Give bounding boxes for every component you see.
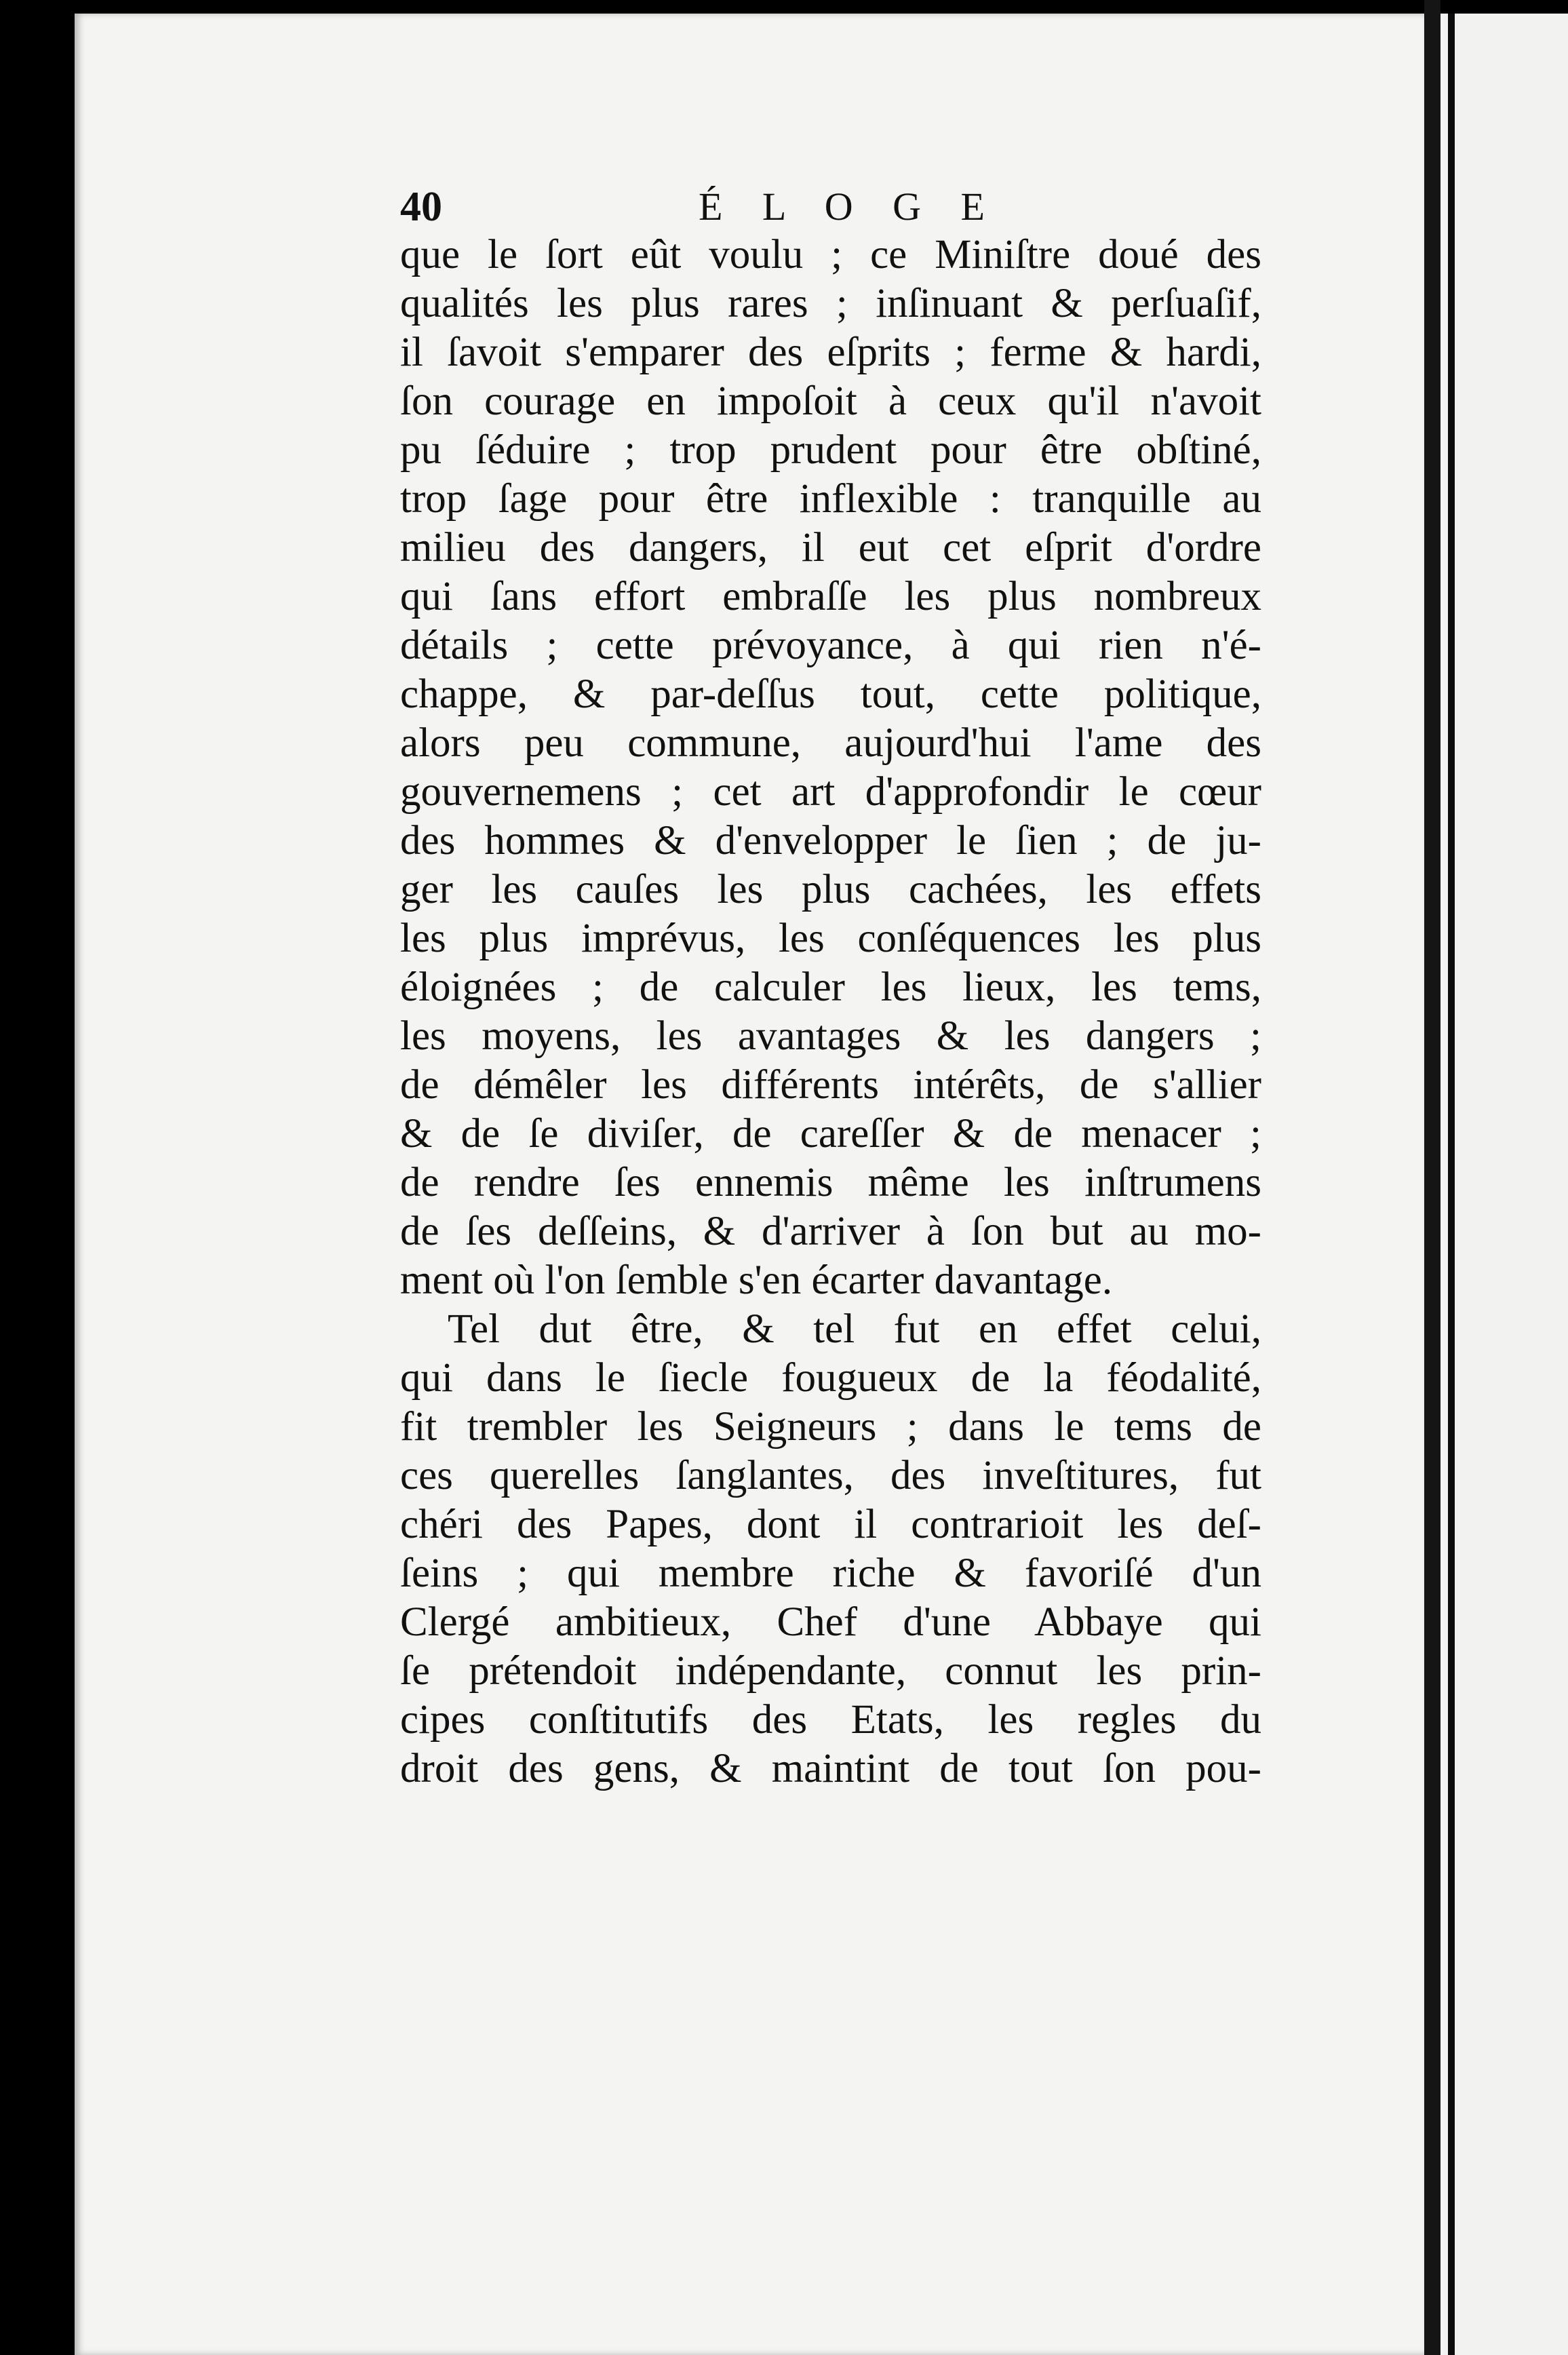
text-line: qualités les plus rares ; inſinuant & perſuaſif, [400,281,1261,326]
facing-page-edge [1440,14,1568,2355]
running-head [400,176,1261,237]
text-line: pu ſéduire ; trop prudent pour être obſtiné, [400,427,1261,473]
text-line: cipes conſtitutifs des Etats, les regles du [400,1697,1261,1743]
text-line: fit trembler les Seigneurs ; dans le tems de [400,1404,1261,1449]
text-line: les plus imprévus, les conſéquences les plus [400,916,1261,961]
text-line: ces querelles ſanglantes, des inveſtitures, fut [400,1453,1261,1498]
paragraph-end-line: ment où l'on ſemble s'en écarter davantage. [400,1258,1113,1303]
text-line: les moyens, les avantages & les dangers ; [400,1013,1261,1059]
body-text [400,231,1261,1793]
page-number: 40 [400,184,442,230]
text-line: que le ſort eût voulu ; ce Miniſtre doué des [400,232,1261,277]
text-line: chappe, & par-deſſus tout, cette politique, [400,672,1261,717]
text-line: droit des gens, & maintint de tout ſon pou- [400,1746,1261,1791]
text-line: de démêler les différents intérêts, de s'allier [400,1062,1261,1108]
text-line: milieu des dangers, il eut cet eſprit d'ordre [400,525,1261,570]
text-line: il ſavoit s'emparer des eſprits ; ferme & hardi, [400,330,1261,375]
text-line: de ſes deſſeins, & d'arriver à ſon but au mo- [400,1209,1261,1254]
text-line: des hommes & d'envelopper le ſien ; de ju- [400,818,1261,863]
text-line: Clergé ambitieux, Chef d'une Abbaye qui [400,1599,1261,1645]
text-line: qui dans le ſiecle fougueux de la féodalité, [400,1355,1261,1401]
text-line: ger les cauſes les plus cachées, les effets [400,867,1261,912]
facing-page-border [1448,14,1455,2355]
text-line: trop ſage pour être inflexible : tranquille au [400,476,1261,522]
paragraph-start-line: Tel dut être, & tel fut en effet celui, [448,1306,1261,1352]
gutter-shadow [1424,0,1440,2355]
text-line: éloignées ; de calculer les lieux, les tems, [400,965,1261,1010]
text-line: ſeins ; qui membre riche & favoriſé d'un [400,1551,1261,1596]
running-head-title: É L O G E [699,184,1000,229]
text-line: chéri des Papes, dont il contrarioit les deſ- [400,1502,1261,1547]
text-line: qui ſans effort embraſſe les plus nombreux [400,574,1261,619]
text-line: de rendre ſes ennemis même les inſtrumens [400,1160,1261,1205]
text-line: détails ; cette prévoyance, à qui rien n'é- [400,623,1261,668]
text-line: alors peu commune, aujourd'hui l'ame des [400,720,1261,766]
text-line: ſon courage en impoſoit à ceux qu'il n'avoit [400,378,1261,424]
text-line: gouvernemens ; cet art d'approfondir le cœur [400,769,1261,815]
text-line: ſe prétendoit indépendante, connut les prin- [400,1648,1261,1694]
text-line: & de ſe diviſer, de careſſer & de menacer ; [400,1111,1261,1156]
